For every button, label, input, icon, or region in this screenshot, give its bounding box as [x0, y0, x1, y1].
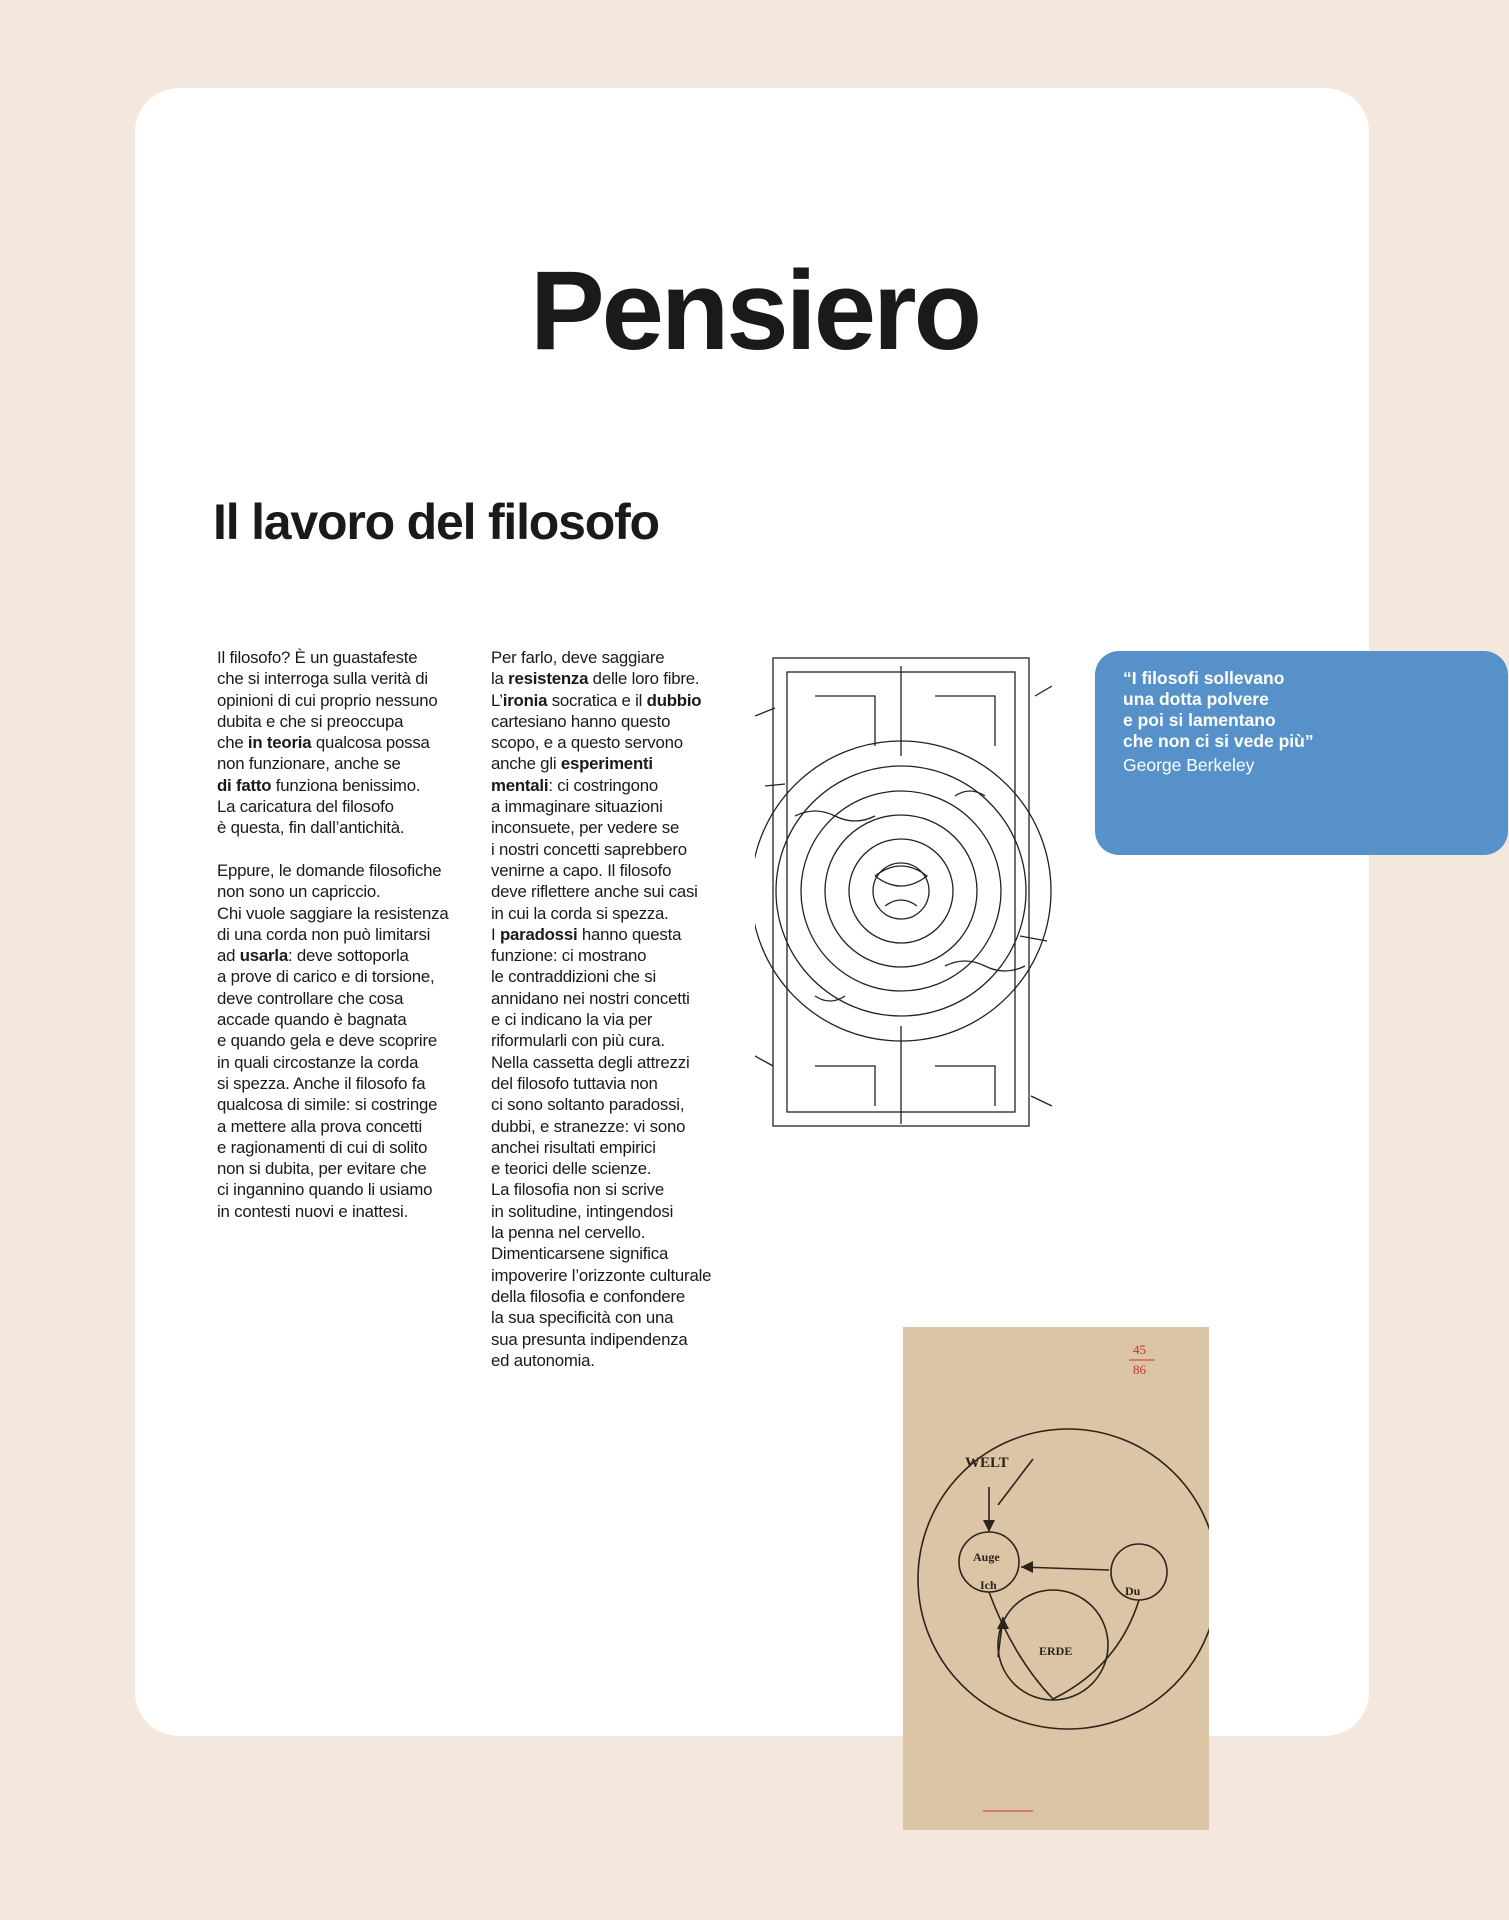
- paragraph: [217, 860, 487, 1222]
- text-run: funziona benissimo. La caricatura del filosofo è questa, fin dall’antichità.: [217, 775, 421, 838]
- quote-text: “I filosofi sollevano una dotta polvere e poi si lamentano che non ci si vede più”: [1123, 668, 1314, 751]
- text-run: Eppure, le domande filosofiche non sono un capriccio. Chi vuole saggiare la resistenza di una corda non può limitarsi ad: [217, 860, 449, 966]
- diagram-number-bottom: 86: [1133, 1362, 1146, 1377]
- bold-term: usarla: [239, 946, 288, 966]
- text-run: delle loro fibre. L’: [491, 669, 700, 710]
- quote-author: George Berkeley: [1123, 755, 1255, 775]
- calligraphy-labyrinth-image: [755, 636, 1052, 1146]
- text-run: : deve sottoporla a prove di carico e di torsione, deve controllare che cosa accade quando è bagnata e quando gela e deve scoprire in quali circostanze la corda si spezza. Anche il filosofo fa qualcosa di simile: si costringe a mettere alla prova concetti e ragionamenti di cui di solito non si dubita, per evitare che ci ingannino quando li usiamo in contesti nuovi e inattesi.: [217, 946, 438, 1221]
- welt-diagram-image: [903, 1327, 1209, 1830]
- text-run: cartesiano hanno questo scopo, e a questo servono anche gli: [491, 711, 683, 774]
- bold-term: di fatto: [217, 775, 272, 795]
- page-title: Pensiero: [529, 248, 980, 373]
- bold-term: ironia: [502, 690, 548, 710]
- text-run: : ci costringono a immaginare situazioni inconsuete, per vedere se i nostri concetti saprebbero venirne a capo. Il filosofo deve riflettere anche sui casi in cui la corda si spezza. I: [491, 775, 698, 944]
- text-column-1: [217, 647, 487, 1243]
- diagram-label-ich: Ich: [980, 1578, 997, 1592]
- text-run: Il filosofo? È un guastafeste che si interroga sulla verità di opinioni di cui proprio nessuno dubita e che si preoccupa che: [217, 648, 438, 753]
- bold-term: in teoria: [247, 733, 312, 753]
- section-subtitle: Il lavoro del filosofo: [213, 494, 659, 550]
- paragraph: [491, 647, 761, 1371]
- paragraph: [217, 647, 487, 839]
- bold-term: dubbio: [646, 690, 702, 710]
- text-column-2: [491, 647, 761, 1392]
- bold-term: esperimenti mentali: [491, 754, 653, 795]
- bold-term: paradossi: [499, 924, 578, 944]
- text-run: socratica e il: [547, 690, 647, 710]
- quote-box: [1095, 651, 1508, 855]
- diagram-label-du: Du: [1125, 1584, 1141, 1598]
- diagram-number-top: 45: [1133, 1342, 1146, 1357]
- text-run: hanno questa funzione: ci mostrano le contraddizioni che si annidano nei nostri concetti e ci indicano la via per riformularli con più cura. Nella cassetta degli attrezzi del filosofo tuttavia non ci sono soltanto paradossi, dubbi, e stranezze: vi sono anchei risultati empirici e teorici delle scienze. La filosofia non si scrive in solitudine, intingendosi la penna nel cervello. Dimenticarsene significa impoverire l’orizzonte culturale della filosofia e confondere la sua specificità con una sua presunta indipendenza ed autonomia.: [491, 924, 712, 1370]
- text-run: qualcosa possa non funzionare, anche se: [217, 733, 430, 774]
- diagram-label-erde: ERDE: [1039, 1644, 1073, 1658]
- diagram-label-welt: WELT: [965, 1455, 1009, 1471]
- bold-term: resistenza: [508, 669, 589, 689]
- diagram-label-auge: Auge: [973, 1550, 1000, 1564]
- text-run: Per farlo, deve saggiare la: [491, 648, 665, 689]
